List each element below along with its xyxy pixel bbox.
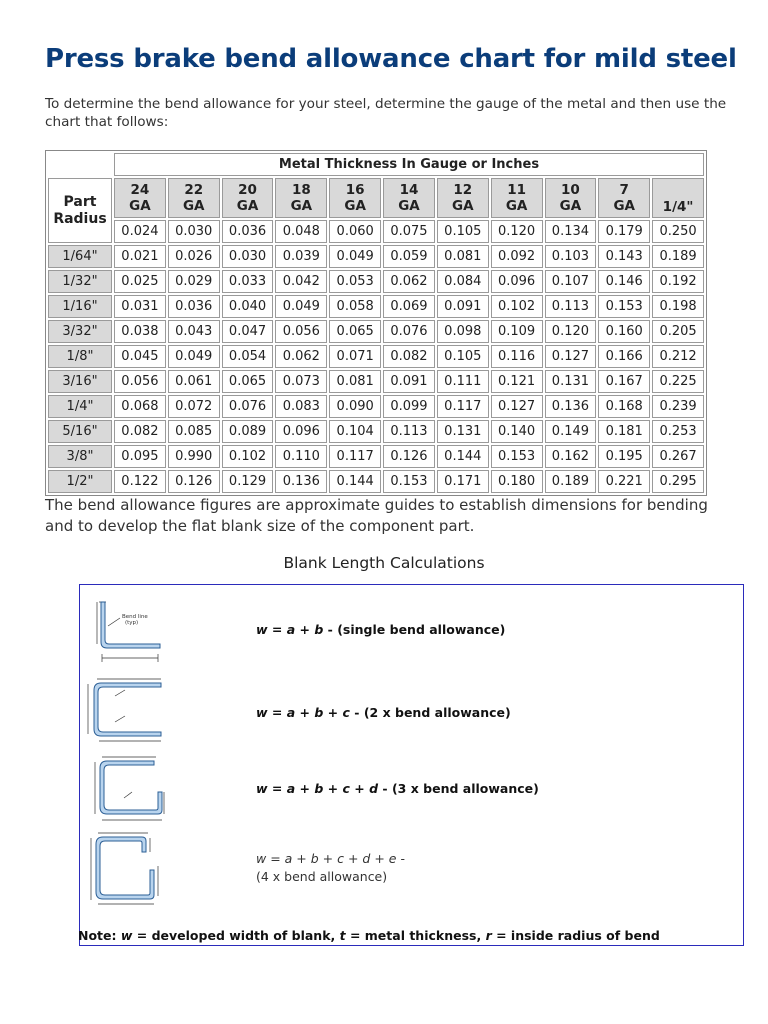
formula-op: + xyxy=(295,705,315,720)
allowance-cell: 0.082 xyxy=(114,420,166,443)
allowance-cell: 0.026 xyxy=(168,245,220,268)
allowance-cell: 0.090 xyxy=(329,395,381,418)
blank-length-panel xyxy=(79,584,744,946)
var-e: e xyxy=(388,851,397,866)
allowance-cell: 0.181 xyxy=(598,420,650,443)
formula-op: + xyxy=(292,851,311,866)
allowance-cell: 0.105 xyxy=(437,345,489,368)
allowance-cell: 0.054 xyxy=(222,345,274,368)
allowance-cell: 0.081 xyxy=(329,370,381,393)
var-w: w xyxy=(256,851,267,866)
radius-label: 1/16" xyxy=(48,295,112,318)
table-row xyxy=(48,245,704,268)
var-c: c xyxy=(342,705,350,720)
gauge-header xyxy=(275,178,327,218)
gauge-number: 22 xyxy=(184,182,204,198)
part-radius-header xyxy=(48,178,112,243)
allowance-cell: 0.040 xyxy=(222,295,274,318)
formula-single-bend xyxy=(256,622,505,637)
gauge-header xyxy=(222,178,274,218)
var-w: w xyxy=(256,622,268,637)
allowance-cell: 0.192 xyxy=(652,270,704,293)
thickness-cell: 0.134 xyxy=(545,220,597,243)
allowance-cell: 0.056 xyxy=(275,320,327,343)
thickness-row xyxy=(48,220,704,243)
allowance-cell: 0.045 xyxy=(114,345,166,368)
formula-op: = xyxy=(267,705,287,720)
allowance-cell: 0.039 xyxy=(275,245,327,268)
allowance-cell: 0.031 xyxy=(114,295,166,318)
allowance-cell: 0.129 xyxy=(222,470,274,493)
single-bend-diagram xyxy=(92,596,164,666)
formula-op: + xyxy=(318,851,338,866)
formula-triple-bend xyxy=(256,781,539,796)
thickness-cell: 0.120 xyxy=(491,220,543,243)
gauge-unit: GA xyxy=(129,198,151,214)
allowance-cell: 0.076 xyxy=(383,320,435,343)
page-title: Press brake bend allowance chart for mild steel xyxy=(45,44,737,74)
double-bend-diagram xyxy=(85,676,165,744)
formula-double-bend xyxy=(256,705,511,720)
allowance-cell: 0.072 xyxy=(168,395,220,418)
gauge-number: 12 xyxy=(453,182,473,198)
note-var-t: t xyxy=(339,928,346,943)
formula-op: + xyxy=(295,781,315,796)
var-a: a xyxy=(286,781,296,796)
gauge-header xyxy=(598,178,650,218)
table-row xyxy=(48,320,704,343)
allowance-cell: 0.082 xyxy=(383,345,435,368)
formula-quad-bend xyxy=(256,850,405,886)
gauge-unit: GA xyxy=(559,198,582,214)
allowance-cell: 0.084 xyxy=(437,270,489,293)
allowance-cell: 0.049 xyxy=(168,345,220,368)
table-body xyxy=(48,245,704,493)
gauge-unit: GA xyxy=(613,198,635,214)
allowance-cell: 0.049 xyxy=(275,295,327,318)
gauge-number: 20 xyxy=(238,182,257,198)
thickness-cell: 0.075 xyxy=(383,220,435,243)
quad-bend-diagram xyxy=(88,830,162,908)
allowance-cell: 0.056 xyxy=(114,370,166,393)
allowance-cell: 0.092 xyxy=(491,245,543,268)
allowance-cell: 0.059 xyxy=(383,245,435,268)
var-b: b xyxy=(314,781,324,796)
allowance-cell: 0.042 xyxy=(275,270,327,293)
allowance-cell: 0.038 xyxy=(114,320,166,343)
allowance-cell: 0.104 xyxy=(329,420,381,443)
formula-desc: - (2 x bend allowance) xyxy=(349,705,511,720)
var-d: d xyxy=(362,851,371,866)
var-c: c xyxy=(342,781,350,796)
thickness-cell: 0.105 xyxy=(437,220,489,243)
allowance-cell: 0.110 xyxy=(275,445,327,468)
gauge-header xyxy=(491,178,543,218)
formula-op: + xyxy=(370,851,389,866)
thickness-cell: 0.036 xyxy=(222,220,274,243)
allowance-cell: 0.061 xyxy=(168,370,220,393)
allowance-cell: 0.221 xyxy=(598,470,650,493)
allowance-cell: 0.085 xyxy=(168,420,220,443)
allowance-cell: 0.295 xyxy=(652,470,704,493)
allowance-cell: 0.117 xyxy=(329,445,381,468)
allowance-cell: 0.117 xyxy=(437,395,489,418)
allowance-cell: 0.153 xyxy=(598,295,650,318)
allowance-cell: 0.180 xyxy=(491,470,543,493)
allowance-cell: 0.062 xyxy=(275,345,327,368)
allowance-cell: 0.990 xyxy=(168,445,220,468)
radius-label: 5/16" xyxy=(48,420,112,443)
gauge-header xyxy=(437,178,489,218)
gauge-unit: GA xyxy=(452,198,474,214)
allowance-cell: 0.096 xyxy=(275,420,327,443)
allowance-cell: 0.131 xyxy=(545,370,597,393)
allowance-cell: 0.126 xyxy=(168,470,220,493)
allowance-cell: 0.065 xyxy=(222,370,274,393)
bend-allowance-table xyxy=(45,150,707,496)
allowance-cell: 0.030 xyxy=(222,245,274,268)
allowance-cell: 0.103 xyxy=(545,245,597,268)
allowance-cell: 0.136 xyxy=(545,395,597,418)
table-row xyxy=(48,295,704,318)
allowance-cell: 0.127 xyxy=(491,395,543,418)
formula-op: + xyxy=(295,622,315,637)
intro-text: To determine the bend allowance for your steel, determine the gauge of the metal and then use the chart that follows: xyxy=(45,96,727,130)
allowance-cell: 0.036 xyxy=(168,295,220,318)
allowance-cell: 0.205 xyxy=(652,320,704,343)
thickness-cell: 0.048 xyxy=(275,220,327,243)
gauge-number: 14 xyxy=(399,182,419,198)
note-prefix: Note: xyxy=(78,928,121,943)
gauge-unit: GA xyxy=(290,198,313,214)
allowance-cell: 0.047 xyxy=(222,320,274,343)
radius-label: 3/16" xyxy=(48,370,112,393)
allowance-cell: 0.168 xyxy=(598,395,650,418)
allowance-cell: 0.095 xyxy=(114,445,166,468)
radius-label: 1/32" xyxy=(48,270,112,293)
formula-op: = xyxy=(266,851,285,866)
allowance-cell: 0.189 xyxy=(652,245,704,268)
gauge-unit: GA xyxy=(344,198,366,214)
allowance-cell: 0.144 xyxy=(329,470,381,493)
allowance-cell: 0.120 xyxy=(545,320,597,343)
gauge-number: 16 xyxy=(345,182,365,198)
table-corner xyxy=(48,153,112,176)
allowance-cell: 0.122 xyxy=(114,470,166,493)
metal-thickness-header: Metal Thickness In Gauge or Inches xyxy=(114,153,704,176)
allowance-cell: 0.162 xyxy=(545,445,597,468)
allowance-cell: 0.068 xyxy=(114,395,166,418)
var-a: a xyxy=(286,622,296,637)
thickness-cell: 0.250 xyxy=(652,220,704,243)
thickness-cell: 0.024 xyxy=(114,220,166,243)
allowance-cell: 0.043 xyxy=(168,320,220,343)
allowance-cell: 0.113 xyxy=(383,420,435,443)
allowance-cell: 0.102 xyxy=(222,445,274,468)
radius-label: 1/64" xyxy=(48,245,112,268)
var-d: d xyxy=(369,781,379,796)
allowance-cell: 0.198 xyxy=(652,295,704,318)
allowance-cell: 0.053 xyxy=(329,270,381,293)
table-row xyxy=(48,345,704,368)
blank-length-heading: Blank Length Calculations xyxy=(283,554,485,572)
gauge-number: 10 xyxy=(561,182,580,198)
allowance-cell: 0.083 xyxy=(275,395,327,418)
var-c: c xyxy=(337,851,344,866)
var-a: a xyxy=(286,705,296,720)
formula-op: = xyxy=(267,781,287,796)
var-a: a xyxy=(284,851,293,866)
note-w-desc: = developed width of blank, xyxy=(132,928,340,943)
allowance-cell: 0.098 xyxy=(437,320,489,343)
allowance-cell: 0.166 xyxy=(598,345,650,368)
allowance-cell: 0.069 xyxy=(383,295,435,318)
var-b: b xyxy=(314,622,324,637)
gauge-header xyxy=(383,178,435,218)
table-row xyxy=(48,470,704,493)
note-var-w: w xyxy=(120,928,133,943)
var-b: b xyxy=(310,851,319,866)
allowance-cell: 0.126 xyxy=(383,445,435,468)
allowance-cell: 0.167 xyxy=(598,370,650,393)
thickness-cell: 0.179 xyxy=(598,220,650,243)
footnote-text: The bend allowance figures are approximate guides to establish dimensions for bending and to develop the flat blank size of the component part. xyxy=(45,496,708,535)
allowance-cell: 0.029 xyxy=(168,270,220,293)
allowance-cell: 0.153 xyxy=(383,470,435,493)
allowance-cell: 0.212 xyxy=(652,345,704,368)
allowance-cell: 0.111 xyxy=(437,370,489,393)
part-radius-line1: Part xyxy=(63,193,97,210)
allowance-cell: 0.099 xyxy=(383,395,435,418)
note-text xyxy=(78,928,660,943)
allowance-cell: 0.121 xyxy=(491,370,543,393)
allowance-cell: 0.239 xyxy=(652,395,704,418)
allowance-cell: 0.071 xyxy=(329,345,381,368)
var-w: w xyxy=(256,705,268,720)
table-row xyxy=(48,270,704,293)
allowance-cell: 0.225 xyxy=(652,370,704,393)
allowance-cell: 0.102 xyxy=(491,295,543,318)
allowance-cell: 0.144 xyxy=(437,445,489,468)
table-row xyxy=(48,420,704,443)
allowance-cell: 0.065 xyxy=(329,320,381,343)
gauge-number: 18 xyxy=(291,182,311,198)
gauge-number: 11 xyxy=(507,182,526,198)
allowance-cell: 0.267 xyxy=(652,445,704,468)
bend-line-label: Bend line xyxy=(122,614,148,620)
allowance-cell: 0.073 xyxy=(275,370,327,393)
allowance-cell: 0.131 xyxy=(437,420,489,443)
radius-label: 1/2" xyxy=(48,470,112,493)
formula-quad-line2: (4 x bend allowance) xyxy=(256,869,388,884)
allowance-cell: 0.033 xyxy=(222,270,274,293)
allowance-cell: 0.143 xyxy=(598,245,650,268)
allowance-cell: 0.253 xyxy=(652,420,704,443)
var-w: w xyxy=(256,781,268,796)
var-b: b xyxy=(314,705,324,720)
allowance-cell: 0.091 xyxy=(383,370,435,393)
gauge-number: 7 xyxy=(619,182,629,198)
thickness-cell: 0.030 xyxy=(168,220,220,243)
allowance-cell: 0.062 xyxy=(383,270,435,293)
allowance-cell: 0.089 xyxy=(222,420,274,443)
formula-desc: - (single bend allowance) xyxy=(323,622,506,637)
allowance-cell: 0.195 xyxy=(598,445,650,468)
gauge-unit: GA xyxy=(236,198,259,214)
note-t-desc: = metal thickness, xyxy=(345,928,486,943)
allowance-cell: 0.146 xyxy=(598,270,650,293)
gauge-unit: GA xyxy=(505,198,528,214)
formula-op: + xyxy=(343,851,363,866)
thickness-cell: 0.060 xyxy=(329,220,381,243)
table-row xyxy=(48,395,704,418)
allowance-cell: 0.109 xyxy=(491,320,543,343)
table-row xyxy=(48,370,704,393)
allowance-cell: 0.153 xyxy=(491,445,543,468)
radius-label: 3/32" xyxy=(48,320,112,343)
formula-op: + xyxy=(323,781,343,796)
allowance-cell: 0.021 xyxy=(114,245,166,268)
allowance-cell: 0.140 xyxy=(491,420,543,443)
allowance-cell: 0.107 xyxy=(545,270,597,293)
gauge-header xyxy=(168,178,220,218)
formula-op: + xyxy=(349,781,370,796)
formula-quad-line1 xyxy=(256,850,405,868)
radius-label: 1/8" xyxy=(48,345,112,368)
gauge-unit: GA xyxy=(182,198,205,214)
gauge-number: 24 xyxy=(130,182,150,198)
triple-bend-diagram xyxy=(92,754,168,824)
formula-desc: - (3 x bend allowance) xyxy=(378,781,539,796)
radius-label: 3/8" xyxy=(48,445,112,468)
formula-op: + xyxy=(323,705,343,720)
gauge-unit: 1/4" xyxy=(662,199,694,215)
allowance-cell: 0.136 xyxy=(275,470,327,493)
formula-op: = xyxy=(267,622,287,637)
allowance-cell: 0.049 xyxy=(329,245,381,268)
allowance-cell: 0.091 xyxy=(437,295,489,318)
allowance-cell: 0.116 xyxy=(491,345,543,368)
allowance-cell: 0.171 xyxy=(437,470,489,493)
allowance-cell: 0.081 xyxy=(437,245,489,268)
allowance-cell: 0.058 xyxy=(329,295,381,318)
note-var-r: r xyxy=(485,928,492,943)
formula-op: - xyxy=(396,851,405,866)
note-r-desc: = inside radius of bend xyxy=(491,928,660,943)
allowance-cell: 0.160 xyxy=(598,320,650,343)
table-row xyxy=(48,445,704,468)
gauge-header xyxy=(545,178,597,218)
allowance-cell: 0.025 xyxy=(114,270,166,293)
gauge-header xyxy=(114,178,166,218)
gauge-header xyxy=(652,178,704,218)
gauge-header xyxy=(329,178,381,218)
part-radius-line2: Radius xyxy=(53,210,107,227)
allowance-cell: 0.096 xyxy=(491,270,543,293)
allowance-cell: 0.149 xyxy=(545,420,597,443)
gauge-unit: GA xyxy=(398,198,420,214)
allowance-cell: 0.189 xyxy=(545,470,597,493)
allowance-cell: 0.113 xyxy=(545,295,597,318)
typ-label: (typ) xyxy=(125,620,139,626)
radius-label: 1/4" xyxy=(48,395,112,418)
allowance-cell: 0.076 xyxy=(222,395,274,418)
allowance-cell: 0.127 xyxy=(545,345,597,368)
